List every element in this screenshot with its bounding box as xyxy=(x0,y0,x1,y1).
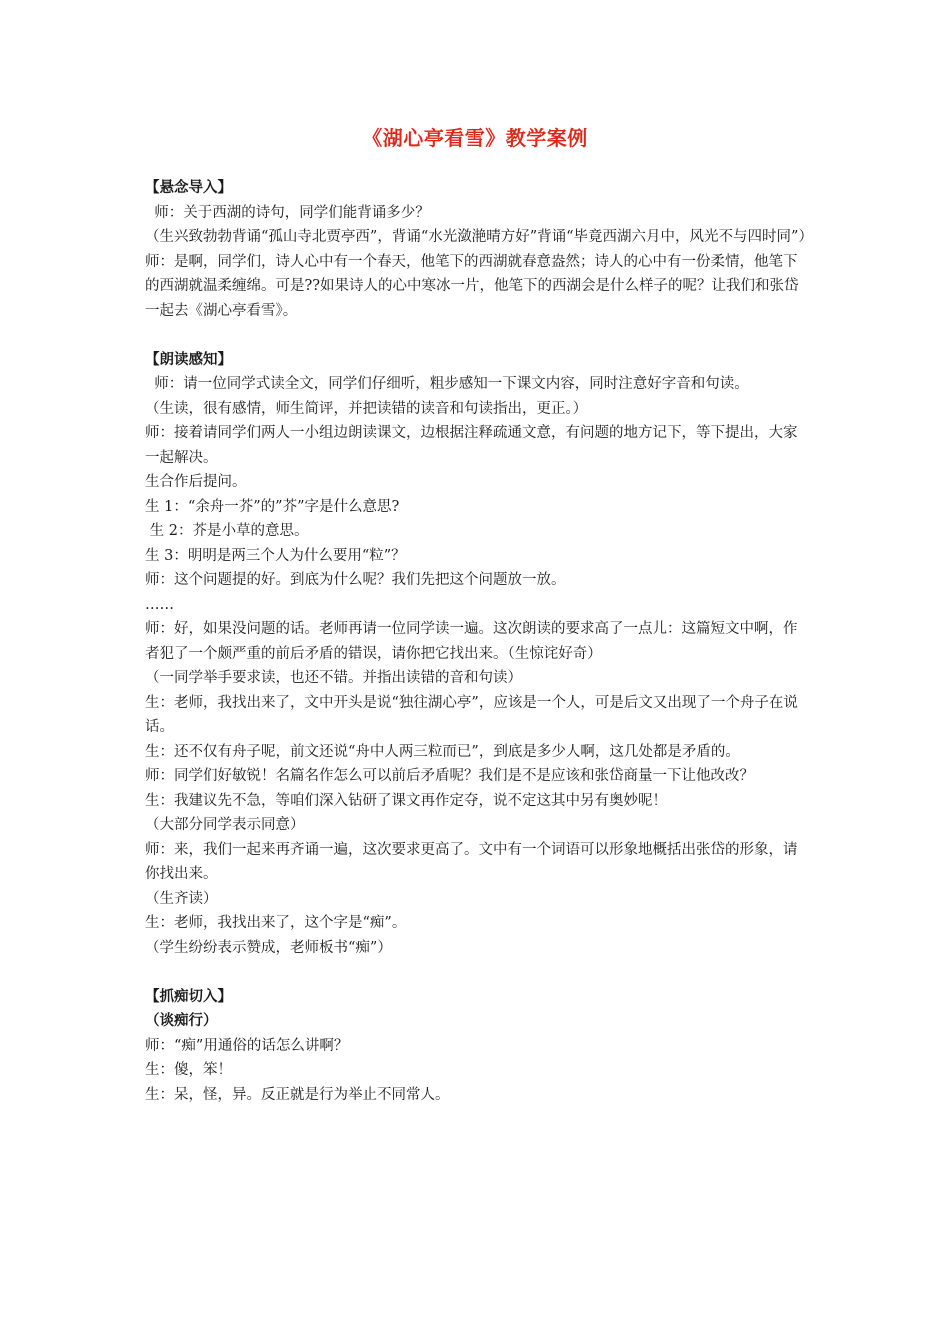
section-spacer xyxy=(145,960,810,985)
paragraph: 师：同学们好敏锐！名篇名作怎么可以前后矛盾呢？我们是不是应该和张岱商量一下让他改改？ xyxy=(145,768,754,784)
paragraph: 师：“痴”用通俗的话怎么讲啊？ xyxy=(145,1037,349,1054)
paragraph: 生：老师，我找出来了，文中开头是说“独往湖心亭”，应该是一个人，可是后文又出现了一个舟子在说话。 xyxy=(145,694,798,735)
paragraph: 生 1：“余舟一芥”的”芥”字是什么意思? xyxy=(145,498,400,515)
paragraph: 生：老师，我找出来了，这个字是“痴”。 xyxy=(145,915,407,931)
section-heading-chi: 【抓痴切入】 xyxy=(145,988,232,1005)
section-spacer xyxy=(145,323,810,348)
paragraph: （学生纷纷表示赞成，老师板书“痴”） xyxy=(145,939,392,956)
paragraph: 生 3：明明是两三个人为什么要用“粒”？ xyxy=(145,547,406,564)
paragraph: （生兴致勃勃背诵“孤山寺北贾亭西”，背诵“水光潋滟晴方好”背诵“毕竟西湖六月中，风光不与四时同”） xyxy=(145,229,813,245)
paragraph: （生读，很有感情，师生简评，并把读错的读音和句读指出，更正。） xyxy=(145,400,588,417)
paragraph: 生：我建议先不急，等咱们深入钻研了课文再作定夺，说不定这其中另有奥妙呢！ xyxy=(145,792,667,809)
paragraph: （大部分同学表示同意） xyxy=(145,817,305,833)
paragraph: 师：这个问题提的好。到底为什么呢？我们先把这个问题放一放。 xyxy=(145,572,566,588)
section-heading-intro: 【悬念导入】 xyxy=(145,180,232,196)
paragraph: 师：来，我们一起来再齐诵一遍，这次要求更高了。文中有一个词语可以形象地概括出张岱的形象，请你找出来。 xyxy=(145,841,798,882)
paragraph: （一同学举手要求读，也还不错。并指出读错的音和句读） xyxy=(145,670,522,686)
paragraph: 生：还不仅有舟子呢，前文还说“舟中人两三粒而已”，到底是多少人啊，这几处都是矛盾的。 xyxy=(145,743,740,760)
paragraph: 生：傻，笨！ xyxy=(145,1062,232,1078)
paragraph: （生齐读） xyxy=(145,890,218,907)
paragraph: 生合作后提问。 xyxy=(145,474,247,490)
document-body xyxy=(145,176,813,1107)
paragraph: 师：是啊，同学们，诗人心中有一个春天，他笔下的西湖就春意盎然；诗人的心中有一份柔情，他笔下的西湖就温柔缠绵。可是??如果诗人的心中寒冰一片，他笔下的西湖会是什么样子的呢？让我们和张岱一起去《湖心亭看雪》。 xyxy=(145,253,799,319)
paragraph: 师：关于西湖的诗句，同学们能背诵多少？ xyxy=(145,204,430,221)
paragraph: 师：好，如果没问题的话。老师再请一位同学读一遍。这次朗读的要求高了一点儿：这篇短文中啊，作者犯了一个颇严重的前后矛盾的错误，请你把它找出来。（生惊诧好奇） xyxy=(145,621,798,662)
ellipsis: …… xyxy=(145,596,174,613)
paragraph: 师：接着请同学们两人一小组边朗读课文，边根据注释疏通文意，有问题的地方记下，等下提出，大家一起解决。 xyxy=(145,425,798,466)
section-heading-reading: 【朗读感知】 xyxy=(145,351,232,368)
paragraph: 师：请一位同学式读全文，同学们仔细听，粗步感知一下课文内容，同时注意好字音和句读。 xyxy=(145,376,749,392)
document-title: 《湖心亭看雪》教学案例 xyxy=(362,126,588,150)
paragraph: 生：呆，怪，异。反正就是行为举止不同常人。 xyxy=(145,1086,450,1103)
section-subheading: （谈痴行） xyxy=(145,1013,218,1029)
paragraph: 生 2：芥是小草的意思。 xyxy=(145,523,309,539)
